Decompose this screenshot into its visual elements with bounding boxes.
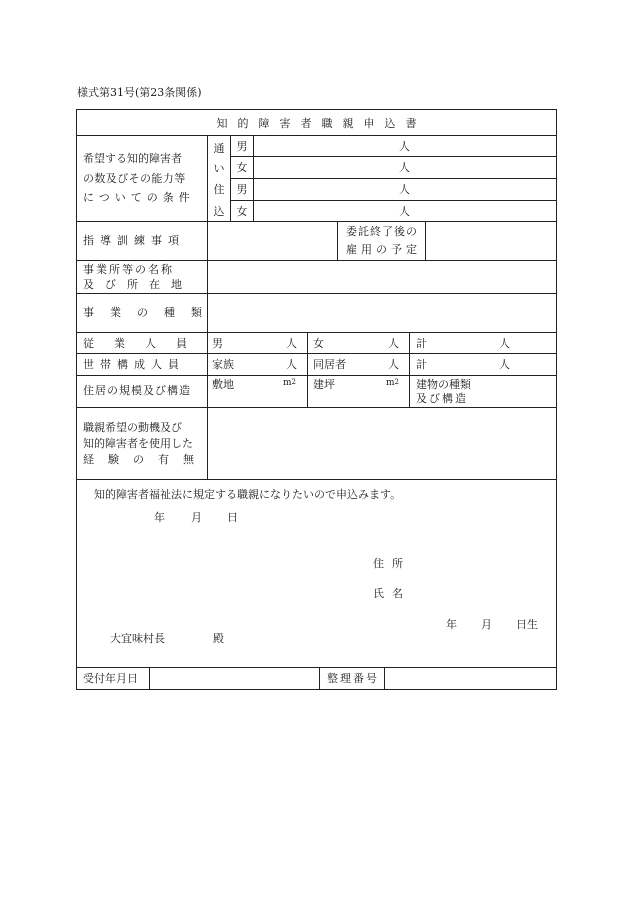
residential-male-count-field[interactable]: [254, 179, 556, 200]
residential-male-label: 男: [236, 183, 248, 196]
application-form: [76, 109, 557, 690]
rule: [77, 353, 556, 354]
residence-label: 住居の規模及び構造: [83, 384, 191, 397]
name-label: 氏名: [373, 587, 411, 600]
office-label-1: 事業所等の名称: [83, 263, 174, 276]
employees-label: 従業人員: [83, 337, 207, 350]
employment-after-field[interactable]: [426, 222, 556, 260]
received-date-field[interactable]: [150, 668, 319, 690]
employees-female-unit: 人: [388, 337, 399, 350]
commute-female-unit: 人: [399, 161, 410, 174]
application-day-label: 日: [227, 511, 238, 524]
household-cohabitant-unit: 人: [388, 358, 399, 371]
residential-female-unit: 人: [399, 205, 410, 218]
reference-number-field[interactable]: [385, 668, 556, 690]
commute-label-1: 通: [213, 142, 225, 155]
commute-male-label: 男: [236, 140, 248, 153]
desired-label-line-2: の数及びその能力等: [83, 172, 186, 185]
received-date-label: 受付年月日: [83, 672, 138, 685]
office-label-2: 及び所在地: [83, 278, 193, 291]
rule: [77, 332, 556, 333]
commute-female-count-field[interactable]: [254, 157, 556, 178]
commute-male-count-field[interactable]: [254, 136, 556, 156]
residence-site-unit: $m^2$: [283, 378, 297, 388]
household-cohabitant-label: 同居者: [313, 358, 346, 371]
commute-male-unit: 人: [399, 140, 410, 153]
birth-day-label: 日生: [516, 618, 538, 631]
motive-label-3: 経験の有無: [83, 453, 208, 466]
household-total-unit: 人: [499, 358, 510, 371]
rule: [77, 375, 556, 376]
application-month-label: 月: [191, 511, 202, 524]
commute-female-label: 女: [236, 161, 248, 174]
residential-label-2: 込: [213, 205, 225, 218]
birth-year-label: 年: [446, 618, 457, 631]
building-type-label-2: 及び構造: [416, 392, 468, 405]
training-label: 指導訓練事項: [83, 234, 185, 247]
rule: [77, 479, 556, 480]
form-title: 知的障害者職親申込書: [216, 117, 427, 130]
office-field[interactable]: [208, 261, 556, 293]
application-year-label: 年: [154, 511, 165, 524]
motive-field[interactable]: [208, 408, 556, 479]
addressee: 大宜味村長: [110, 632, 165, 645]
employees-total-label: 計: [416, 337, 427, 350]
residence-floor-label: 建坪: [313, 378, 335, 391]
employment-after-label-1: 委託終了後の: [346, 225, 418, 238]
reference-number-label: 整理番号: [327, 672, 379, 685]
rule: [319, 667, 320, 690]
motive-label-2: 知的障害者を使用した: [83, 437, 193, 450]
residential-label-1: 住: [213, 183, 225, 196]
employees-male-unit: 人: [286, 337, 297, 350]
residence-floor-unit: $m^2$: [386, 378, 400, 388]
form-number: 様式第31号(第23条関係): [77, 86, 202, 99]
desired-label-line-3: についての条件: [83, 191, 195, 204]
commute-label-2: い: [213, 162, 225, 175]
birth-month-label: 月: [481, 618, 492, 631]
employment-after-label-2: 雇用の予定: [346, 243, 421, 256]
employees-female-label: 女: [313, 337, 324, 350]
building-type-label-1: 建物の種類: [416, 378, 471, 391]
motive-label-1: 職親希望の動機及び: [83, 421, 182, 434]
desired-label-line-1: 希望する知的障害者: [83, 152, 182, 165]
rule: [337, 221, 338, 260]
household-family-label: 家族: [212, 358, 234, 371]
business-type-label: 事業の種類: [83, 306, 218, 319]
declaration-statement: 知的障害者福祉法に規定する職親になりたいので申込みます。: [94, 488, 402, 501]
rule: [307, 332, 308, 407]
honorific: 殿: [213, 632, 224, 645]
rule: [409, 332, 410, 407]
household-total-label: 計: [416, 358, 427, 371]
training-field[interactable]: [208, 222, 337, 260]
business-type-field[interactable]: [208, 294, 556, 332]
residential-female-count-field[interactable]: [254, 201, 556, 221]
address-label: 住所: [373, 557, 411, 570]
residence-site-label: 敷地: [212, 378, 234, 391]
household-family-unit: 人: [286, 358, 297, 371]
residential-male-unit: 人: [399, 183, 410, 196]
employees-total-unit: 人: [499, 337, 510, 350]
residential-female-label: 女: [236, 205, 248, 218]
employees-male-label: 男: [212, 337, 223, 350]
household-label: 世帯構成人員: [83, 358, 185, 371]
